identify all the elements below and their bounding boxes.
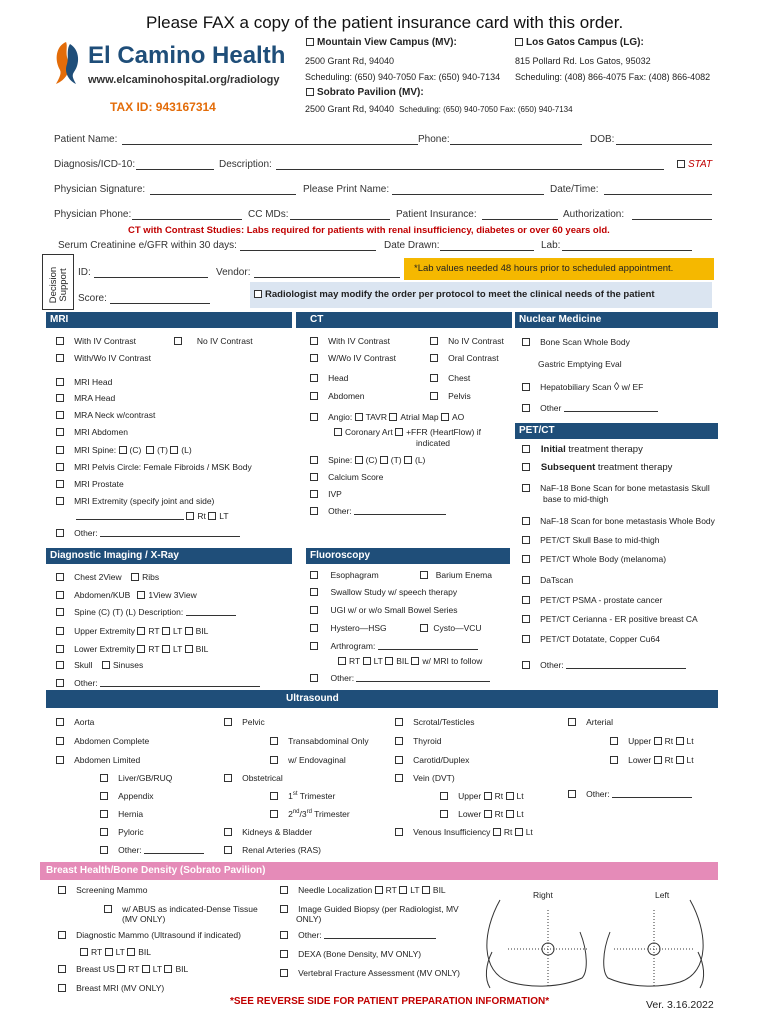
us-arterial-upper[interactable]: Upper Rt Lt: [610, 736, 694, 746]
ct-calcium[interactable]: Calcium Score: [310, 472, 383, 482]
xr-chest[interactable]: Chest 2View Ribs: [56, 572, 159, 582]
pet-subsequent[interactable]: Subsequent treatment therapy: [522, 462, 672, 473]
br-us[interactable]: Breast US RT LT BIL: [58, 964, 188, 974]
date-drawn-label: Date Drawn:: [384, 240, 440, 251]
xr-abdomen[interactable]: Abdomen/KUB 1View 3View: [56, 590, 197, 600]
us-vein-lower[interactable]: Lower Rt Lt: [440, 809, 524, 819]
fl-cysto[interactable]: Cysto—VCU: [420, 623, 482, 633]
fl-arthrogram[interactable]: Arthrogram:: [310, 641, 478, 651]
br-vertebral[interactable]: Vertebral Fracture Assessment (MV ONLY): [280, 968, 460, 978]
diagnosis-label: Diagnosis/ICD-10:: [54, 159, 136, 170]
tax-id: TAX ID: 943167314: [110, 100, 216, 114]
fl-ugi[interactable]: UGI w/ or w/o Small Bowel Series: [310, 605, 458, 615]
description-field[interactable]: [276, 169, 664, 170]
sobrato-campus[interactable]: Sobrato Pavilion (MV):: [306, 87, 424, 98]
mv-address: 2500 Grant Rd, 94040: [305, 56, 395, 66]
us-renal[interactable]: Renal Arteries (RAS): [224, 845, 321, 855]
datetime-label: Date/Time:: [550, 184, 599, 195]
description-label: Description:: [219, 159, 272, 170]
lab-field[interactable]: [562, 250, 692, 251]
xr-spine[interactable]: Spine (C) (T) (L) Description:: [56, 607, 236, 617]
mri-prostate[interactable]: MRI Prostate: [56, 479, 124, 489]
fl-swallow[interactable]: Swallow Study w/ speech therapy: [310, 587, 457, 597]
insurance-label: Patient Insurance:: [396, 209, 477, 220]
mra-head[interactable]: MRA Head: [56, 393, 115, 403]
ct-ffr[interactable]: [395, 428, 403, 436]
logo-name: El Camino Health: [88, 42, 286, 69]
ct-other[interactable]: Other:: [310, 506, 446, 516]
radiologist-note[interactable]: Radiologist may modify the order per protocol to meet the clinical needs of the patient: [250, 282, 712, 308]
breast-right-label: Right: [533, 890, 553, 900]
ct-spine-c[interactable]: [355, 456, 363, 464]
pet-initial[interactable]: Initial treatment therapy: [522, 444, 643, 455]
pet-skull-base[interactable]: PET/CT Skull Base to mid-thigh: [522, 535, 659, 545]
ct-with-iv[interactable]: With IV Contrast: [310, 336, 390, 346]
us-carotid[interactable]: Carotid/Duplex: [395, 755, 469, 765]
decision-support-label: Decision Support: [42, 254, 74, 310]
logo-url[interactable]: www.elcaminohospital.org/radiology: [88, 74, 280, 86]
nm-gastric[interactable]: Gastric Emptying Eval: [538, 359, 622, 369]
xr-ribs[interactable]: [131, 573, 139, 581]
br-diag-mammo[interactable]: Diagnostic Mammo (Ultrasound if indicated): [58, 930, 241, 940]
us-pyloric[interactable]: Pyloric: [100, 827, 144, 837]
lg-scheduling: Scheduling: (408) 866-4075 Fax: (408) 866-4082: [515, 72, 711, 82]
br-abus-2: (MV ONLY): [122, 914, 166, 924]
fax-note: Please FAX a copy of the patient insurance card with this order.: [146, 13, 624, 32]
breast-header: Breast Health/Bone Density (Sobrato Pavilion): [40, 862, 718, 880]
us-arterial-other[interactable]: Other:: [568, 789, 692, 799]
fl-esophagram[interactable]: Esophagram: [310, 570, 379, 580]
xr-1view[interactable]: [137, 591, 145, 599]
us-abd-complete[interactable]: Abdomen Complete: [56, 736, 149, 746]
ct-ivp[interactable]: IVP: [310, 489, 342, 499]
pet-naf-skull[interactable]: NaF-18 Bone Scan for bone metastasis Skull: [522, 483, 710, 493]
phone-label: Phone:: [418, 134, 450, 145]
ct-angio[interactable]: Angio: TAVR Atrial Map AO: [310, 412, 464, 422]
print-name-label: Please Print Name:: [303, 184, 390, 195]
ct-ao[interactable]: [441, 413, 449, 421]
diamond-icon[interactable]: ◊: [613, 381, 620, 393]
mri-spine-c[interactable]: [119, 446, 127, 454]
contrast-note: CT with Contrast Studies: Labs required for patients with renal insufficiency, diabetes or over 60 years old.: [128, 225, 610, 236]
mri-other[interactable]: Other:: [56, 528, 240, 538]
ct-pelvis[interactable]: Pelvis: [430, 391, 471, 401]
pet-naf-skull-2: base to mid-thigh: [543, 494, 609, 504]
ct-header: CT: [296, 312, 512, 328]
breast-diagram-icon: [470, 892, 720, 992]
pet-cerianna[interactable]: PET/CT Cerianna - ER positive breast CA: [522, 614, 698, 624]
physician-signature-field[interactable]: [150, 194, 296, 195]
decision-id-field[interactable]: [94, 277, 208, 278]
authorization-label: Authorization:: [563, 209, 625, 220]
us-appendix[interactable]: Appendix: [100, 791, 154, 801]
pet-naf-whole[interactable]: NaF-18 Scan for bone metastasis Whole Body: [522, 516, 715, 526]
ct-no-iv[interactable]: No IV Contrast: [430, 336, 504, 346]
br-biopsy[interactable]: Image Guided Biopsy (per Radiologist, MV: [280, 904, 459, 914]
physician-signature-label: Physician Signature:: [54, 184, 146, 195]
pet-psma[interactable]: PET/CT PSMA - prostate cancer: [522, 595, 662, 605]
us-scrotal[interactable]: Scrotal/Testicles: [395, 717, 475, 727]
mri-spine-l[interactable]: [170, 446, 178, 454]
logo-mark-icon: [52, 40, 82, 86]
us-first-trimester[interactable]: 1st Trimester: [270, 791, 335, 801]
diagnosis-field[interactable]: [136, 169, 214, 170]
fl-arthrogram-side[interactable]: RT LT BIL w/ MRI to follow: [338, 656, 482, 666]
decision-id-label: ID:: [78, 267, 91, 278]
mv-scheduling: Scheduling: (650) 940-7050 Fax: (650) 940-7134: [305, 72, 501, 82]
mv-campus[interactable]: Mountain View Campus (MV):: [306, 37, 457, 48]
logo: [52, 38, 302, 98]
reverse-note: *SEE REVERSE SIDE FOR PATIENT PREPARATION INFORMATION*: [230, 996, 550, 1007]
physician-phone-label: Physician Phone:: [54, 209, 132, 220]
ct-abdomen[interactable]: Abdomen: [310, 391, 364, 401]
xr-lower[interactable]: Lower Extremity RT LT BIL: [56, 644, 208, 654]
pet-dotatate[interactable]: PET/CT Dotatate, Copper Cu64: [522, 634, 660, 644]
pet-other[interactable]: Other:: [522, 660, 686, 670]
print-name-field[interactable]: [392, 194, 544, 195]
fl-hystero[interactable]: Hystero—HSG: [310, 623, 387, 633]
us-kidneys[interactable]: Kidneys & Bladder: [224, 827, 312, 837]
nm-other[interactable]: Other: [522, 403, 658, 413]
mra-neck[interactable]: MRA Neck w/contrast: [56, 410, 155, 420]
ct-w-wo[interactable]: W/Wo IV Contrast: [310, 353, 396, 363]
br-other[interactable]: Other:: [280, 930, 436, 940]
ct-coronary[interactable]: Coronary Art +FFR (HeartFlow) if: [334, 427, 481, 437]
br-abus[interactable]: w/ ABUS as indicated-Dense Tissue: [104, 904, 258, 914]
us-other[interactable]: Other:: [100, 845, 204, 855]
mri-spine[interactable]: MRI Spine: (C) (T) (L): [56, 445, 192, 455]
breast-left-label: Left: [655, 890, 670, 900]
sobrato-scheduling: Scheduling: (650) 940-7050 Fax: (650) 940-7134: [399, 105, 573, 114]
mri-with-wo[interactable]: With/Wo IV Contrast: [56, 353, 151, 363]
us-endovaginal[interactable]: w/ Endovaginal: [270, 755, 346, 765]
insurance-field[interactable]: [482, 219, 558, 220]
ultrasound-header: Ultrasound: [46, 690, 718, 708]
mri-with-iv[interactable]: With IV Contrast: [56, 336, 136, 346]
us-venous[interactable]: Venous Insufficiency Rt Lt: [395, 827, 533, 837]
us-transabd[interactable]: Transabdominal Only: [270, 736, 369, 746]
ct-atrial[interactable]: [389, 413, 397, 421]
creatinine-label: Serum Creatinine e/GFR within 30 days:: [58, 240, 237, 251]
lab-label: Lab:: [541, 240, 561, 251]
us-hernia[interactable]: Hernia: [100, 809, 143, 819]
us-obstetrical[interactable]: Obstetrical: [224, 773, 283, 783]
version: Ver. 3.16.2022: [646, 999, 714, 1011]
us-arterial-lower[interactable]: Lower Rt Lt: [610, 755, 694, 765]
fl-barium[interactable]: Barium Enema: [420, 570, 492, 580]
pet-whole-body[interactable]: PET/CT Whole Body (melanoma): [522, 554, 666, 564]
mri-extremity[interactable]: MRI Extremity (specify joint and side): [56, 496, 214, 506]
mri-header: MRI: [46, 312, 292, 328]
authorization-field[interactable]: [632, 219, 712, 220]
br-diag-side[interactable]: RT LT BIL: [80, 947, 151, 957]
sobrato-address: 2500 Grant Rd, 94040: [305, 104, 395, 114]
us-pelvic[interactable]: Pelvic: [224, 717, 265, 727]
phone-field[interactable]: [450, 144, 582, 145]
ct-tavr[interactable]: [355, 413, 363, 421]
br-dexa[interactable]: DEXA (Bone Density, MV ONLY): [280, 949, 421, 959]
lab-values-note: *Lab values needed 48 hours prior to scheduled appointment.: [404, 258, 714, 280]
physician-phone-field[interactable]: [132, 219, 242, 220]
patient-name-field[interactable]: [122, 144, 418, 145]
xr-upper[interactable]: Upper Extremity RT LT BIL: [56, 626, 208, 636]
mri-head[interactable]: MRI Head: [56, 377, 112, 387]
dob-field[interactable]: [616, 144, 712, 145]
pet-datscan[interactable]: DaTscan: [522, 575, 573, 585]
diag-imaging-header: Diagnostic Imaging / X-Ray: [46, 548, 292, 564]
nm-bone-scan[interactable]: Bone Scan Whole Body: [522, 337, 630, 347]
cc-mds-field[interactable]: [290, 219, 390, 220]
ct-spine-t[interactable]: [380, 456, 388, 464]
br-biopsy-2: ONLY): [296, 914, 322, 924]
nuclear-header: Nuclear Medicine: [515, 312, 718, 328]
us-abd-limited[interactable]: Abdomen Limited: [56, 755, 140, 765]
patient-name-label: Patient Name:: [54, 134, 118, 145]
us-vein[interactable]: Vein (DVT): [395, 773, 455, 783]
mri-spine-t[interactable]: [146, 446, 154, 454]
lg-address: 815 Pollard Rd. Los Gatos, 95032: [515, 56, 651, 66]
us-second-trimester[interactable]: 2nd/3rd Trimester: [270, 809, 350, 819]
fl-other[interactable]: Other:: [310, 673, 490, 683]
datetime-field[interactable]: [604, 194, 712, 195]
us-aorta[interactable]: Aorta: [56, 717, 94, 727]
us-arterial[interactable]: Arterial: [568, 717, 613, 727]
us-vein-upper[interactable]: Upper Rt Lt: [440, 791, 524, 801]
us-thyroid[interactable]: Thyroid: [395, 736, 441, 746]
xr-sinuses[interactable]: [102, 661, 110, 669]
ct-spine[interactable]: Spine: (C) (T) (L): [310, 455, 425, 465]
vendor-label: Vendor:: [216, 267, 251, 278]
score-label: Score:: [78, 293, 107, 304]
mri-no-iv[interactable]: No IV Contrast: [174, 336, 253, 346]
ct-oral[interactable]: Oral Contrast: [430, 353, 499, 363]
mri-abdomen[interactable]: MRI Abdomen: [56, 427, 128, 437]
vendor-field[interactable]: [254, 277, 400, 278]
ct-ffr-indicated: indicated: [416, 438, 451, 448]
fluoroscopy-header: Fluoroscopy: [306, 548, 510, 564]
xr-skull[interactable]: Skull Sinuses: [56, 660, 143, 670]
ct-chest[interactable]: Chest: [430, 373, 470, 383]
mri-extremity-side[interactable]: Rt LT: [76, 511, 229, 521]
petct-header: PET/CT: [515, 423, 718, 439]
xr-other[interactable]: Other:: [56, 678, 260, 688]
ct-spine-l[interactable]: [404, 456, 412, 464]
stat-checkbox[interactable]: STAT: [677, 159, 712, 170]
br-screening[interactable]: Screening Mammo: [58, 885, 147, 895]
br-needle[interactable]: Needle Localization RT LT BIL: [280, 885, 446, 895]
us-liver[interactable]: Liver/GB/RUQ: [100, 773, 172, 783]
score-field[interactable]: [110, 303, 210, 304]
nm-hepato[interactable]: Hepatobiliary Scan ◊ w/ EF: [522, 381, 643, 393]
br-mri[interactable]: Breast MRI (MV ONLY): [58, 983, 164, 993]
mri-pelvis[interactable]: MRI Pelvis Circle: Female Fibroids / MSK Body: [56, 462, 252, 472]
date-drawn-field[interactable]: [440, 250, 534, 251]
cc-mds-label: CC MDs:: [248, 209, 289, 220]
creatinine-field[interactable]: [240, 250, 376, 251]
ct-head[interactable]: Head: [310, 373, 348, 383]
lg-campus[interactable]: Los Gatos Campus (LG):: [515, 37, 644, 48]
dob-label: DOB:: [590, 134, 615, 145]
